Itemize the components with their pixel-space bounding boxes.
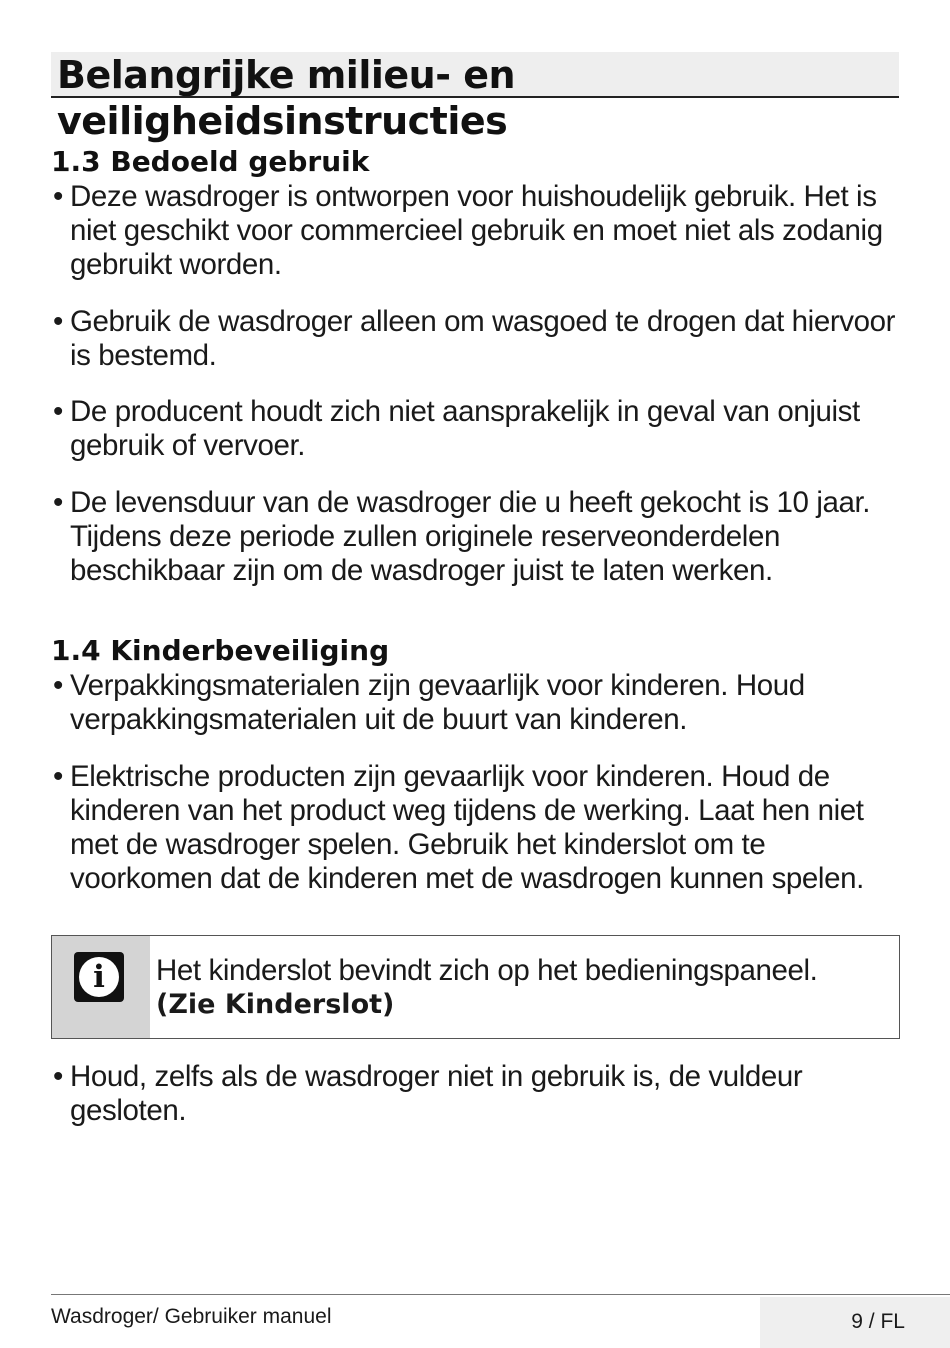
bullet-icon: • [53,180,63,213]
list-item [51,180,901,282]
note-icon-cell [52,936,150,1038]
note-text [156,954,896,1022]
section-heading-child-safety: 1.4 Kinderbeveiliging [51,634,390,667]
note-reference: (Zie Kinderslot) [156,989,395,1020]
bullet-icon: • [53,1060,63,1093]
list-item [51,486,901,588]
footer-manual-title: Wasdroger/ Gebruiker manuel [51,1305,332,1328]
footer-divider [51,1294,950,1295]
list-item-text: Houd, zelfs als de wasdroger niet in gebruik is, de vuldeur gesloten. [70,1060,803,1127]
list-item-text: Deze wasdroger is ontworpen voor huishoudelijk gebruik. Het is niet geschikt voor commercieel gebruik en moet niet als zodanig gebruikt worden. [70,180,883,281]
list-item-text: De producent houdt zich niet aansprakelijk in geval van onjuist gebruik of vervoer. [70,395,860,462]
list-item-text: Verpakkingsmaterialen zijn gevaarlijk voor kinderen. Houd verpakkingsmaterialen uit de buurt van kinderen. [70,669,805,736]
list-item [51,395,901,463]
bullet-icon: • [53,305,63,338]
list-item [51,760,901,896]
list-item [51,669,901,737]
list-item [51,305,901,373]
list-item-text: Elektrische producten zijn gevaarlijk voor kinderen. Houd de kinderen van het product weg tijdens de werking. Laat hen niet met de wasdroger spelen. Gebruik het kinderslot om te voorkomen dat de kinderen met de wasdrogen kunnen spelen. [70,760,864,895]
page-title: Belangrijke milieu- en veiligheidsinstructies [57,53,516,143]
info-icon-glyph: i [93,959,105,995]
info-note [51,935,900,1039]
info-icon [74,952,124,1002]
section-heading-intended-use: 1.3 Bedoeld gebruik [51,145,370,178]
list-item-text: Gebruik de wasdroger alleen om wasgoed te drogen dat hiervoor is bestemd. [70,305,896,372]
footer-page-cell [760,1297,950,1348]
bullet-icon: • [53,669,63,702]
note-body: Het kinderslot bevindt zich op het bedieningspaneel. [156,954,818,987]
info-icon-circle [79,957,119,997]
list-item [51,1060,901,1128]
bullet-icon: • [53,486,63,519]
list-item-text: De levensduur van de wasdroger die u heeft gekocht is 10 jaar. Tijdens deze periode zullen originele reserveonderdelen beschikbaar zijn om de wasdroger juist te laten werken. [70,486,871,587]
page-number: 9 / FL [851,1310,905,1333]
bullet-icon: • [53,760,63,793]
bullet-icon: • [53,395,63,428]
